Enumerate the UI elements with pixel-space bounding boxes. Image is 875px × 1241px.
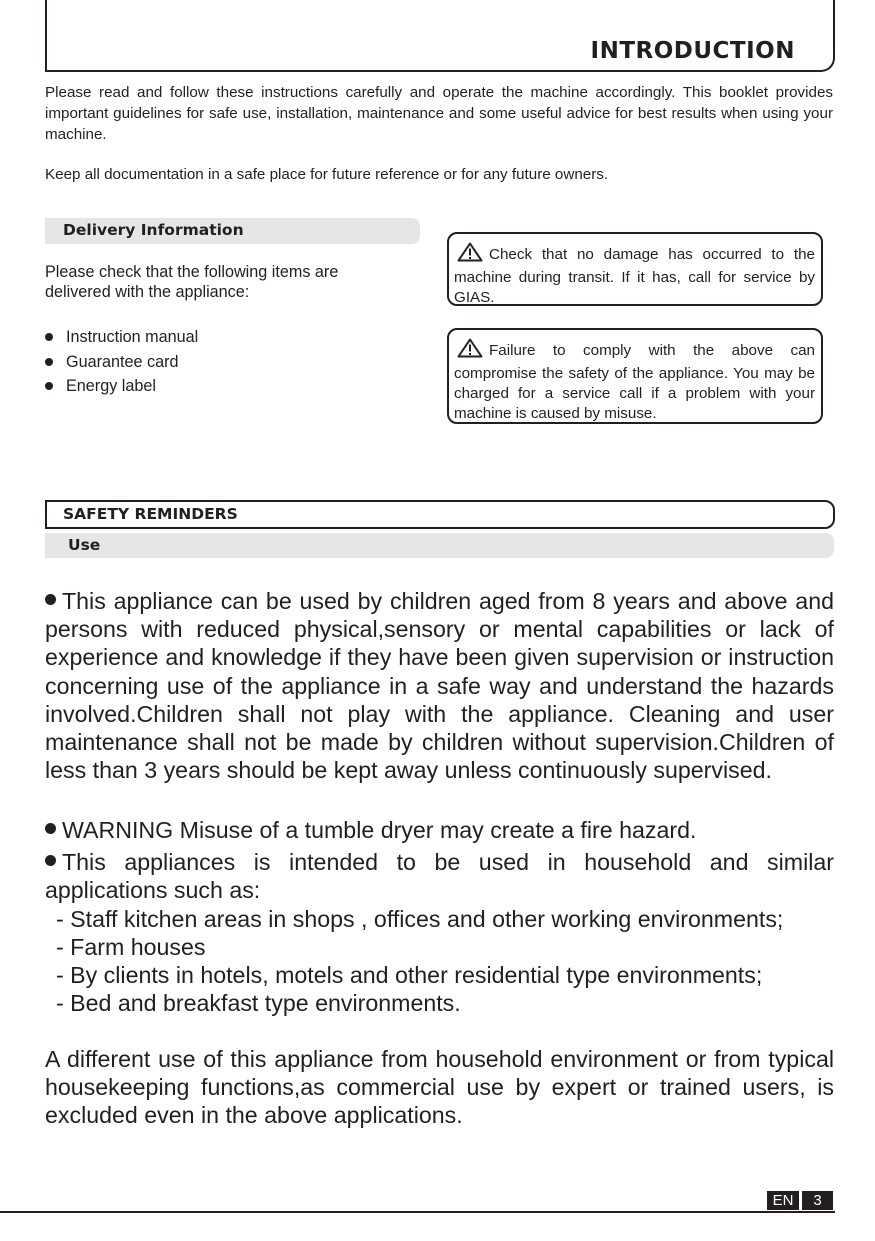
warning-triangle-icon [457,338,483,364]
page-number: 3 [802,1191,833,1210]
bullet-icon [45,382,53,390]
household-use-paragraph: This appliances is intended to be used in household and similar applications such as: [45,849,834,904]
children-safety-paragraph: This appliance can be used by children aged from 8 years and above and persons with reduced physical,sensory or mental capabilities or lack of experience and knowledge if they have been given supervision or instruction concerning use of the appliance in a safe way and understand the hazards involved.Children shall not play with the appliance. Cleaning and user maintenance shall not be made by children without supervision.Children of less than 3 years should be kept away unless continuously supervised. [45,588,834,784]
use-heading-bar [45,533,834,558]
intro-keep-documentation: Keep all documentation in a safe place for future reference or for any future owners. [45,166,609,183]
bullet-icon [45,855,56,866]
list-item: - By clients in hotels, motels and other residential type environments; [56,962,763,988]
bullet-icon [45,594,56,605]
list-item: Guarantee card [45,350,198,375]
intro-paragraph: Please read and follow these instructions carefully and operate the machine accordingly. This booklet provides important guidelines for safe use, installation, maintenance and some useful advice for best results when using your machine. [45,84,833,143]
delivery-heading: Delivery Information [63,221,244,239]
bullet-icon [45,823,56,834]
delivery-text: Please check that the following items are delivered with the appliance: [45,263,339,301]
misuse-warning: Failure to comply with the above can compromise the safety of the appliance. You may be charged for a service call if a problem with your machine is caused by misuse. [447,328,823,424]
list-item: - Bed and breakfast type environments. [56,990,461,1016]
list-item: Energy label [45,374,198,399]
language-badge: EN [767,1191,799,1210]
bullet-icon [45,333,53,341]
excluded-use-paragraph: A different use of this appliance from household environment or from typical housekeeping functions,as commercial use by expert or trained users, is excluded even in the above applications. [45,1046,834,1129]
page-title: INTRODUCTION [590,38,795,64]
warning-triangle-icon [457,242,483,268]
transit-damage-warning: Check that no damage has occurred to the machine during transit. If it has, call for service by GIAS. [447,232,823,306]
list-item: - Staff kitchen areas in shops , offices and other working environments; [56,906,784,932]
footer-divider [0,1211,835,1213]
list-item: - Farm houses [56,934,206,960]
list-item: Instruction manual [45,325,198,350]
fire-hazard-warning: WARNING Misuse of a tumble dryer may create a fire hazard. [45,816,834,844]
applications-list [56,905,783,1017]
bullet-icon [45,358,53,366]
safety-heading: SAFETY REMINDERS [63,505,238,523]
use-heading: Use [68,536,101,554]
delivery-items-list [45,325,198,399]
